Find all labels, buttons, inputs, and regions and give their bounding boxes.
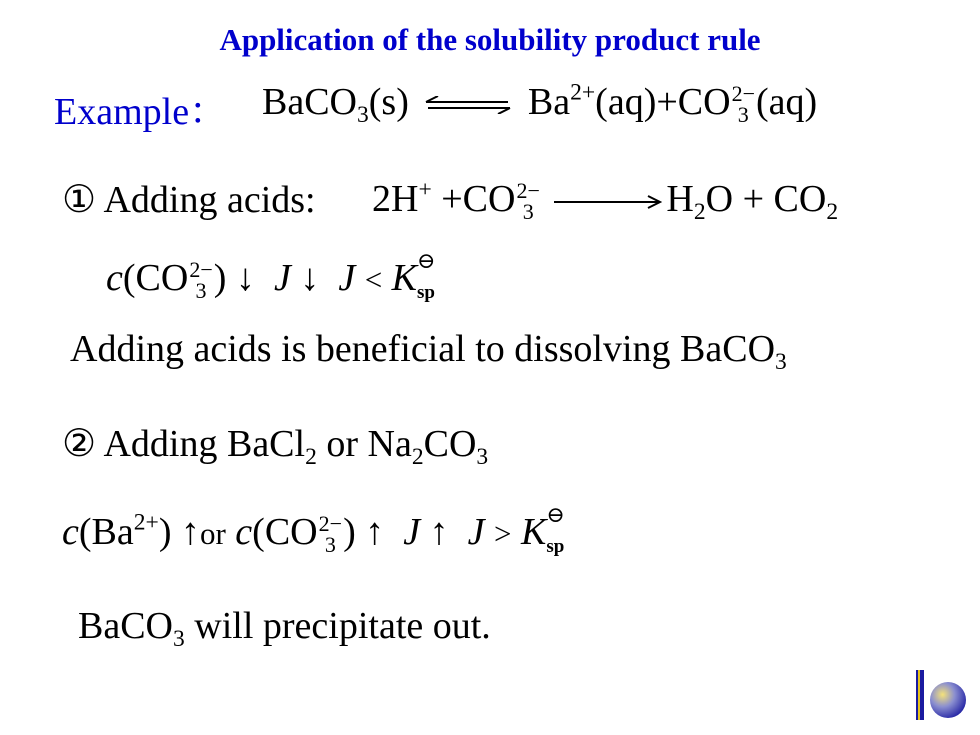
up-arrow-icon: ↑	[429, 511, 449, 553]
item2-effect: $c(Ba^{2+})$ ↑or c(CO 2− 3 ) ↑ J ↑ J > K ⊖ sp	[62, 502, 565, 558]
reaction-arrow-icon	[554, 193, 662, 211]
example-label: Example：	[54, 91, 228, 133]
equilibrium-arrow-icon	[424, 96, 512, 114]
down-arrow-icon: ↓	[300, 257, 320, 299]
item1-label: ① Adding acids:	[62, 179, 316, 221]
baco3-formula: BaCO	[262, 81, 357, 123]
up-arrow-icon: ↑	[180, 511, 200, 553]
item2-label: ② Adding BaCl$_2$ or $Na_2CO_3$	[62, 423, 489, 471]
ksp-symbol: K ⊖ sp	[391, 248, 436, 303]
item1-equation: 2H+ +CO 2− 3 $H_2O + CO_2$	[372, 176, 839, 226]
down-arrow-icon: ↓	[235, 257, 255, 299]
slide-logo-icon	[912, 668, 968, 724]
example-equation: BaCO$_3$(s) $Ba^{2+}(aq)+CO$ 2− 3 (aq)	[262, 79, 818, 129]
co3-ion: CO	[677, 81, 731, 123]
up-arrow-icon: ↑	[365, 511, 385, 553]
page-title: Application of the solubility product rule	[219, 22, 761, 57]
ba-ion: Ba	[527, 81, 571, 123]
co3-charge-stack: 2− 3	[731, 81, 756, 128]
item1-effect: c(CO 2− 3 ) ↓ J ↓ J < K ⊖ sp	[106, 248, 436, 304]
item2-conclusion: BaCO$_3$ will precipitate out.	[78, 605, 491, 653]
item1-conclusion: Adding acids is beneficial to dissolving BaCO$_3$	[70, 328, 787, 376]
ksp-symbol: K ⊖ sp	[520, 502, 565, 557]
